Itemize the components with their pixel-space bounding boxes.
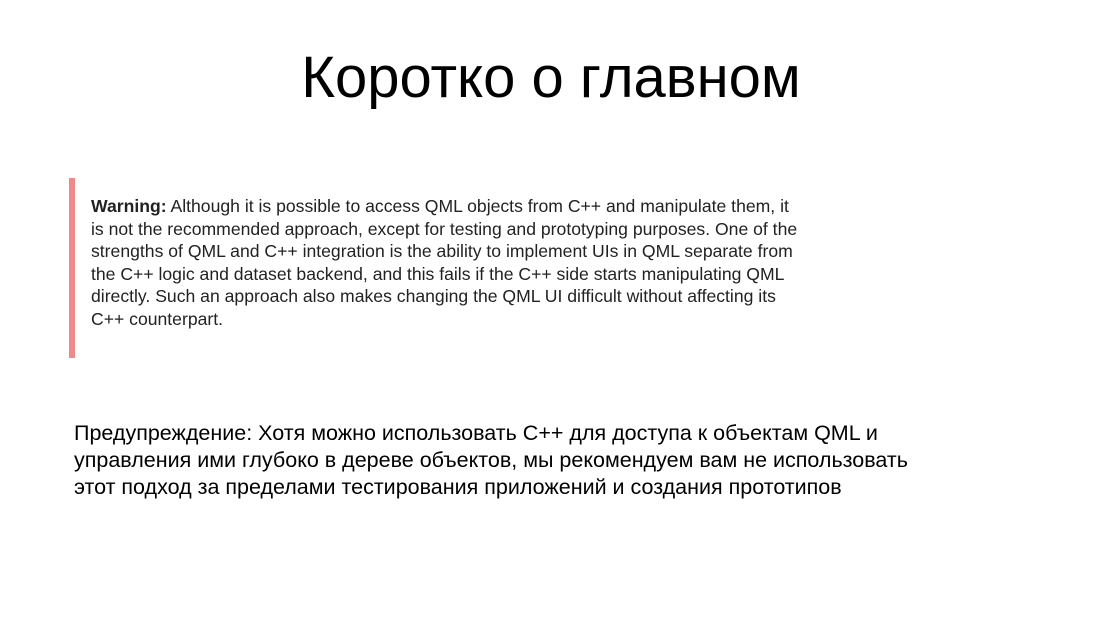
warning-text [91, 195, 891, 330]
warning-line-3: strengths of QML and C++ integration is the ability to implement UIs in QML separate from [91, 241, 793, 261]
warning-line-1: Although it is possible to access QML objects from C++ and manipulate them, it [166, 196, 789, 216]
warning-line-5: directly. Such an approach also makes changing the QML UI difficult without affecting its [91, 286, 776, 306]
translation-line-3: этот подход за пределами тестирования приложений и создания прототипов [74, 475, 842, 499]
russian-translation [74, 420, 1054, 501]
warning-line-4: the C++ logic and dataset backend, and this fails if the C++ side starts manipulating QML [91, 263, 785, 284]
warning-line-2: is not the recommended approach, except for testing and prototyping purposes. One of the [91, 218, 798, 239]
translation-line-1: Предупреждение: Хотя можно использовать C++ для доступа к объектам QML и [74, 421, 878, 445]
slide-title: Коротко о главном [301, 45, 801, 110]
warning-line-6: C++ counterpart. [91, 308, 224, 329]
translation-line-2: управления ими глубоко в дереве объектов, мы рекомендуем вам не использовать [74, 448, 908, 472]
warning-label: Warning: [91, 196, 167, 216]
warning-callout [69, 178, 889, 358]
